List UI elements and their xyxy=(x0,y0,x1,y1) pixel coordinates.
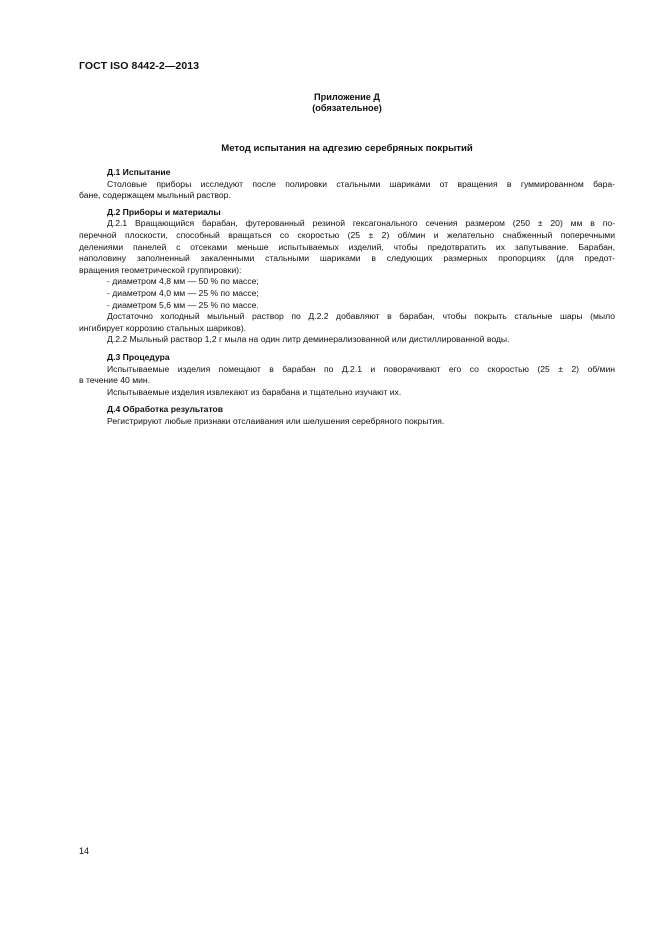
annex-title: Приложение Д xyxy=(314,92,380,102)
paragraph-line: Испытываемые изделия извлекают из барабана и тщательно изучают их. xyxy=(107,386,402,397)
list-item: - диаметром 5,6 мм — 25 % по массе. xyxy=(107,299,259,310)
paragraph-line: бане, содержащем мыльный раствор. xyxy=(79,190,231,201)
section-d2-paragraph-2 xyxy=(79,311,615,334)
section-d2-paragraph-1 xyxy=(79,218,615,276)
paragraph-line: наполовину заполненный закаленными стальными шариками в следующих размерных пропорциях (для предот- xyxy=(79,253,615,264)
list-item: - диаметром 4,0 мм — 25 % по массе; xyxy=(107,287,259,298)
section-heading-d2: Д.2 Приборы и материалы xyxy=(107,206,221,217)
paragraph-line: Столовые приборы исследуют после полировки стальными шариками от вращения в гуммированном бара- xyxy=(107,178,615,189)
section-d3-paragraph-1 xyxy=(79,364,615,387)
section-d4-paragraph xyxy=(79,416,615,428)
standard-header: ГОСТ ISO 8442-2—2013 xyxy=(79,60,200,72)
paragraph-line: Д.2.1 Вращающийся барабан, футерованный резиной гексагонального сечения размером (250 ± 20) мм в по- xyxy=(107,218,615,229)
list-item: - диаметром 4,8 мм — 50 % по массе; xyxy=(107,276,259,287)
section-d3-paragraph-2 xyxy=(79,387,615,399)
paragraph-line: делениями панелей с отсеками меньше испытываемых изделий, чтобы предотвратить их запутывание. Барабан, xyxy=(79,241,615,252)
section-heading-d3: Д.3 Процедура xyxy=(107,351,170,362)
page-number: 14 xyxy=(79,846,90,856)
paragraph-line: Регистрируют любые признаки отслаивания или шелушения серебряного покрытия. xyxy=(107,415,445,426)
paragraph-line: Испытываемые изделия помещают в барабан по Д.2.1 и поворачивают его со скоростью (25 ± 2) об/мин xyxy=(107,363,615,374)
paragraph-line: перечной плоскости, способный вращаться со скоростью (25 ± 2) об/мин и желательно снабженный поперечными xyxy=(79,229,615,240)
annex-status: (обязательное) xyxy=(312,103,382,113)
section-d1-paragraph xyxy=(79,179,615,202)
document-body xyxy=(79,167,615,427)
method-title: Метод испытания на адгезию серебряных покрытий xyxy=(221,143,473,154)
paragraph-line: Д.2.2 Мыльный раствор 1,2 г мыла на один литр деминерализованной или дистиллированной воды. xyxy=(107,334,510,345)
section-heading-d4: Д.4 Обработка результатов xyxy=(107,404,224,415)
section-d2-paragraph-3 xyxy=(79,334,615,346)
paragraph-line: вращения геометрической группировки): xyxy=(79,264,242,275)
paragraph-line: Достаточно холодный мыльный раствор по Д.2.2 добавляют в барабан, чтобы покрыть стальные шары (мыло xyxy=(107,311,615,322)
paragraph-line: ингибирует коррозию стальных шариков). xyxy=(79,322,247,333)
section-heading-d1: Д.1 Испытание xyxy=(107,167,171,177)
paragraph-line: в течение 40 мин. xyxy=(79,375,151,386)
